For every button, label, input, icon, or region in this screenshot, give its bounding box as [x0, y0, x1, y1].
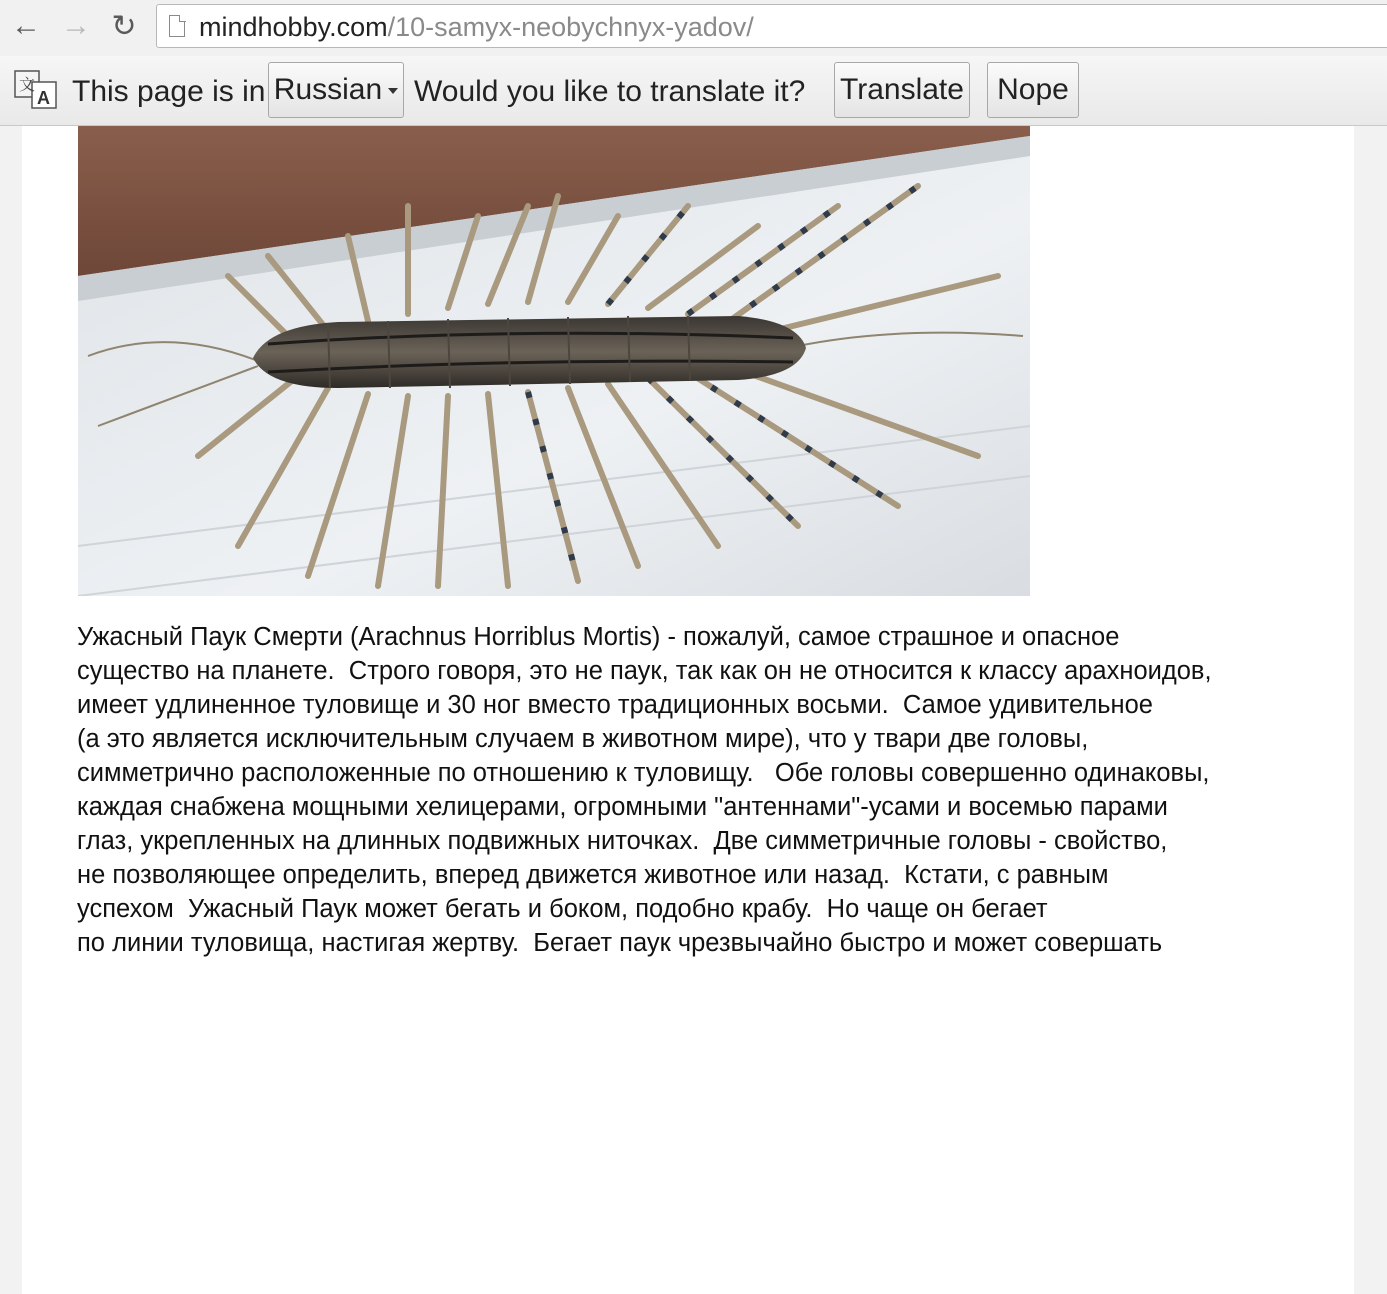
page-content [22, 126, 1354, 1294]
translate-question: Would you like to translate it? [414, 75, 806, 108]
svg-text:文: 文 [19, 75, 36, 94]
translate-infobar [0, 56, 1387, 126]
translate-prefix: This page is in [72, 75, 266, 108]
chevron-down-icon [388, 88, 398, 94]
article-line: каждая снабжена мощными хелицерами, огромными "антеннами"-усами и восемью парами [77, 793, 1168, 821]
url-path: /10-samyx-neobychnyx-yadov/ [387, 12, 754, 42]
url-host: mindhobby.com [199, 12, 388, 42]
article-line: по линии туловища, настигая жертву. Бегает паук чрезвычайно быстро и может совершать [77, 929, 1163, 957]
article-line: (а это является исключительным случаем в животном мире), что у твари две головы, [77, 725, 1089, 753]
address-bar[interactable] [156, 4, 1387, 48]
nope-button[interactable]: Nope [987, 62, 1079, 118]
page-icon [169, 15, 185, 37]
article-line: Ужасный Паук Смерти (Arachnus Horriblus Mortis) - пожалуй, самое страшное и опасное [77, 623, 1120, 651]
article-line: имеет удлиненное туловище и 30 ног вместо традиционных восьми. Самое удивительное [77, 691, 1153, 719]
language-dropdown[interactable] [268, 62, 404, 118]
article-line: не позволяющее определить, вперед движется животное или назад. Кстати, с равным [77, 861, 1109, 889]
article-line: существо на планете. Строго говоря, это не паук, так как он не относится к классу арахноидов, [77, 657, 1212, 685]
back-arrow-icon[interactable]: ← [11, 9, 41, 42]
article-text [77, 620, 1347, 960]
browser-toolbar [0, 0, 1387, 56]
forward-arrow-icon[interactable]: → [61, 9, 91, 42]
article-line: успехом Ужасный Паук может бегать и боком, подобно крабу. Но чаще он бегает [77, 895, 1048, 923]
reload-icon[interactable]: ↻ [111, 9, 137, 43]
article-line: глаз, укрепленных на длинных подвижных ниточках. Две симметричные головы - свойство, [77, 827, 1168, 855]
centipede-photo [78, 126, 1030, 596]
translate-icon [14, 70, 58, 110]
language-dropdown-label: Russian [273, 73, 383, 106]
translate-button[interactable]: Translate [834, 62, 970, 118]
article-line: симметрично расположенные по отношению к туловищу. Обе головы совершенно одинаковы, [77, 759, 1210, 787]
url-text[interactable] [199, 11, 754, 43]
svg-text:A: A [37, 88, 50, 108]
